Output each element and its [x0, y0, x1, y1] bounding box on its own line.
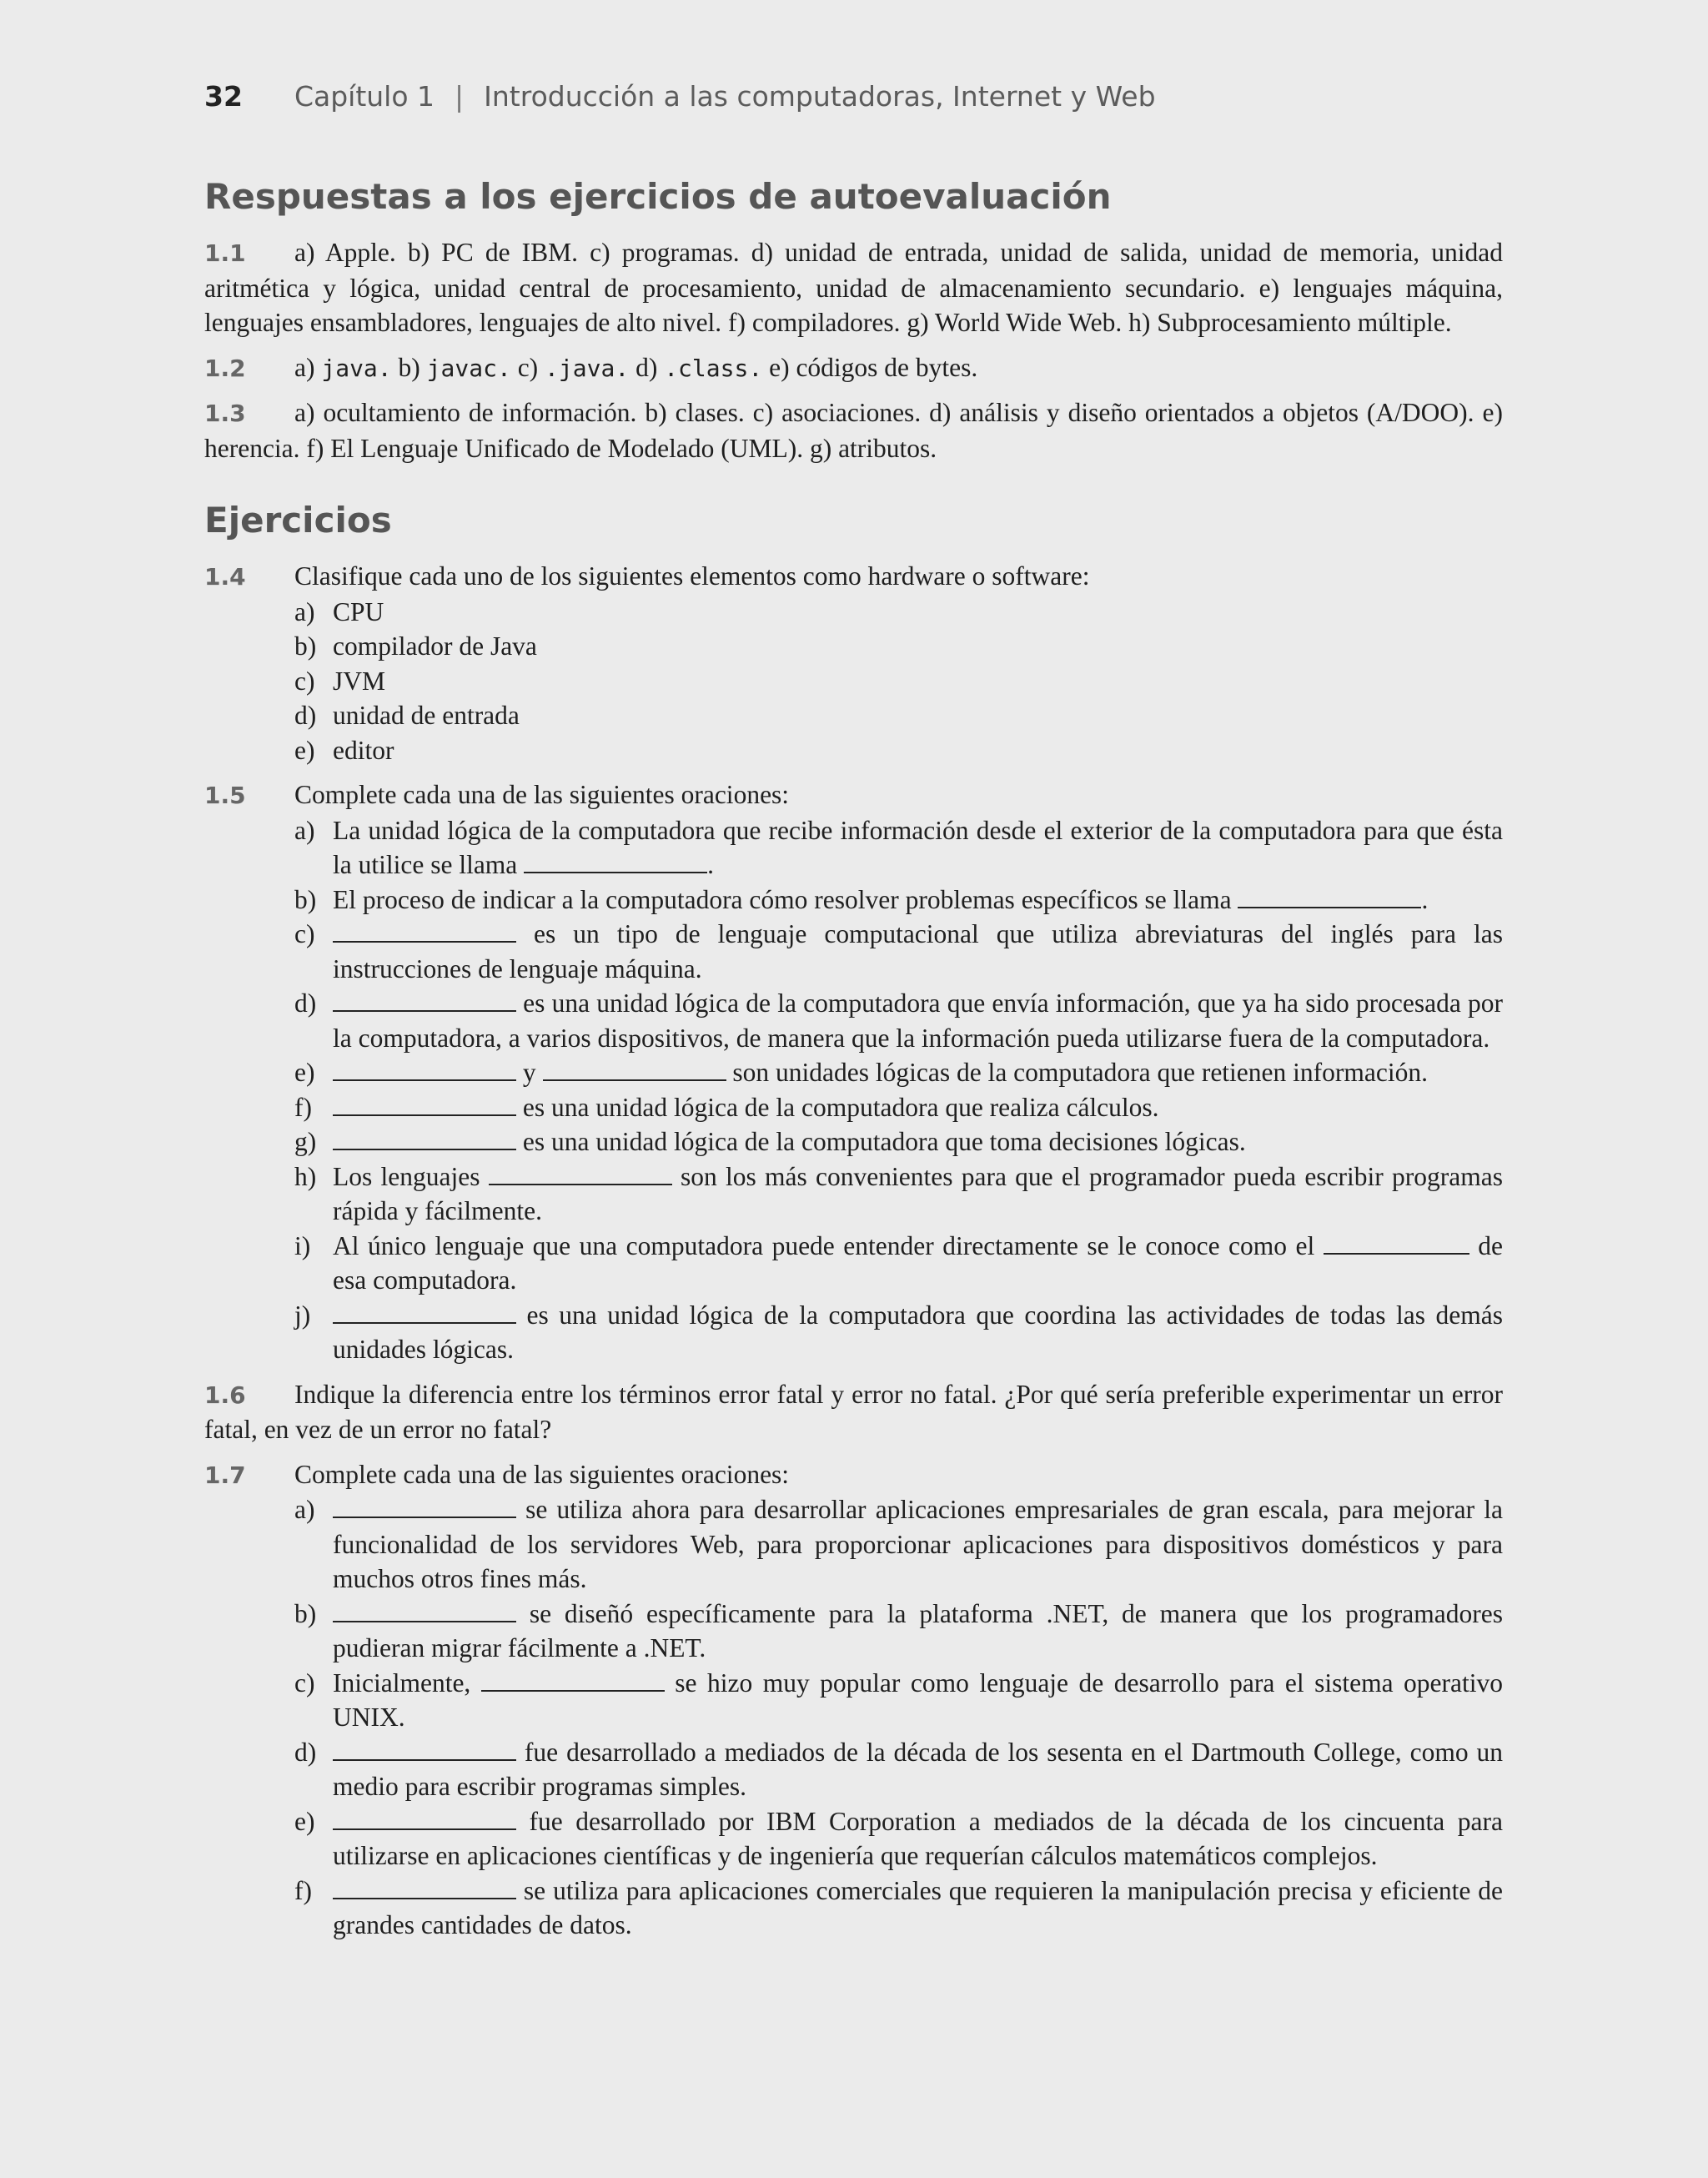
fill-in-blank — [333, 1129, 516, 1150]
fill-in-blank — [333, 1808, 516, 1830]
item-text: fue desarrollado por IBM Corporation a mediados de la década de los cincuenta para utilizarse en aplicaciones científicas y de ingeniería que requerían cálculos matemáticos complejos. — [333, 1806, 1503, 1870]
list-item — [294, 986, 1503, 1055]
exercise-number: 1.6 — [204, 1381, 246, 1409]
list-item — [294, 813, 1503, 883]
chapter-label: Capítulo 1 — [294, 80, 435, 113]
answer-text: a) ocultamiento de información. b) clases. c) asociaciones. d) análisis y diseño orientados a objetos (A/DOO). e) herencia. f) El Lenguaje Unificado de Modelado (UML). g) atributos. — [204, 398, 1503, 463]
list-item — [294, 1735, 1503, 1804]
fill-in-blank — [333, 1739, 516, 1761]
fill-in-blank — [333, 1059, 516, 1081]
item-label: e) — [294, 1058, 315, 1087]
exercise-number: 1.7 — [204, 1461, 246, 1489]
item-label: a) — [294, 596, 315, 626]
fill-in-blank — [333, 1302, 516, 1324]
item-label: a) — [294, 815, 315, 845]
list-item — [294, 733, 1503, 768]
code-text: .java. — [545, 354, 630, 382]
answer-text: e) códigos de bytes. — [769, 352, 978, 382]
exercise-1-7 — [204, 1457, 1503, 1943]
fill-in-blank — [333, 1601, 516, 1622]
list-item — [294, 629, 1503, 664]
page-number: 32 — [204, 80, 243, 113]
page-content — [204, 175, 1503, 1953]
item-label: b) — [294, 1598, 317, 1628]
fill-in-blank — [489, 1164, 672, 1185]
item-label: d) — [294, 988, 317, 1018]
code-text: javac. — [426, 354, 511, 382]
answer-1-3 — [204, 395, 1503, 465]
fill-in-blank — [1238, 887, 1421, 908]
item-text: El proceso de indicar a la computadora cómo resolver problemas específicos se llama . — [333, 884, 1429, 914]
exercise-number: 1.4 — [204, 563, 246, 591]
item-text: La unidad lógica de la computadora que recibe información desde el exterior de la computadora para que ésta la utilice se llama . — [333, 815, 1503, 879]
list-item — [294, 1298, 1503, 1367]
item-text: es una unidad lógica de la computadora que toma decisiones lógicas. — [333, 1124, 1503, 1159]
item-label: a) — [294, 1495, 315, 1524]
item-text: se diseñó específicamente para la plataforma .NET, de manera que los programadores pudieran migrar fácilmente a .NET. — [333, 1598, 1503, 1662]
list-item — [294, 1597, 1503, 1666]
item-label: f) — [294, 1092, 312, 1122]
item-text: Inicialmente, se hizo muy popular como lenguaje de desarrollo para el sistema operativo UNIX. — [333, 1667, 1503, 1732]
exercise-text: Indique la diferencia entre los términos error fatal y error no fatal. ¿Por qué sería preferible experimentar un error fatal, en vez de un error no fatal? — [204, 1379, 1503, 1444]
exercises-heading: Ejercicios — [204, 500, 392, 541]
item-text: unidad de entrada — [333, 701, 520, 730]
item-label: i) — [294, 1230, 311, 1260]
item-text: Al único lenguaje que una computadora puede entender directamente se le conoce como el de esa computadora. — [333, 1230, 1503, 1295]
exercise-prompt: Complete cada una de las siguientes oraciones: — [294, 780, 790, 809]
item-text: JVM — [333, 666, 386, 696]
item-label: d) — [294, 1737, 317, 1767]
list-item — [294, 1492, 1503, 1597]
chapter-title: Introducción a las computadoras, Internet y Web — [484, 80, 1156, 113]
exercise-prompt: Clasifique cada uno de los siguientes elementos como hardware o software: — [294, 561, 1090, 591]
item-label: f) — [294, 1875, 312, 1905]
item-label: c) — [294, 666, 315, 696]
item-label: a) — [294, 352, 315, 382]
item-label: j) — [294, 1300, 311, 1330]
fill-in-blank — [333, 1878, 516, 1899]
list-item — [294, 1666, 1503, 1735]
fill-in-blank — [481, 1670, 665, 1692]
answer-1-2 — [204, 350, 1503, 386]
item-text: compilador de Java — [333, 631, 537, 661]
item-text: es una unidad lógica de la computadora que coordina las actividades de todas las demás unidades lógicas. — [333, 1300, 1503, 1364]
list-item — [294, 1874, 1503, 1943]
fill-in-blank — [333, 921, 516, 943]
answer-text: a) Apple. b) PC de IBM. c) programas. d) unidad de entrada, unidad de salida, unidad de memoria, unidad aritmética y lógica, unidad central de procesamiento, unidad de almacenamiento secundario. e) lenguajes máquina, lenguajes ensambladores, lenguajes de alto nivel. f) compiladores. g) World Wide Web. h) Subprocesamiento múltiple. — [204, 238, 1503, 337]
item-label: d) — [635, 352, 658, 382]
item-text: y son unidades lógicas de la computadora que retienen información. — [333, 1055, 1503, 1090]
item-text: es un tipo de lenguaje computacional que utiliza abreviaturas del inglés para las instrucciones de lenguaje máquina. — [333, 919, 1503, 983]
list-item — [294, 1055, 1503, 1090]
code-text: java. — [321, 354, 392, 382]
list-item — [294, 917, 1503, 986]
item-label: e) — [294, 735, 315, 765]
list-item — [294, 698, 1503, 733]
answers-heading: Respuestas a los ejercicios de autoevaluación — [204, 176, 1112, 217]
list-item — [294, 1159, 1503, 1229]
fill-in-blank — [333, 1094, 516, 1116]
list-item — [294, 1229, 1503, 1298]
item-label: c) — [517, 352, 539, 382]
item-text: CPU — [333, 596, 384, 626]
answer-number: 1.1 — [204, 239, 246, 267]
exercise-number: 1.5 — [204, 782, 246, 809]
fill-in-blank — [524, 852, 707, 873]
running-head — [204, 80, 1156, 113]
list-item — [294, 1124, 1503, 1159]
item-text: es una unidad lógica de la computadora que realiza cálculos. — [333, 1090, 1503, 1125]
list-item — [294, 664, 1503, 699]
list-item — [294, 1804, 1503, 1874]
list-item — [294, 883, 1503, 918]
exercise-1-6 — [204, 1377, 1503, 1447]
fill-in-blank — [333, 1496, 516, 1518]
exercise-prompt: Complete cada una de las siguientes oraciones: — [294, 1459, 790, 1489]
item-label: b) — [294, 884, 317, 914]
exercise-1-4 — [204, 559, 1503, 767]
header-separator: | — [455, 80, 465, 113]
list-item — [294, 1090, 1503, 1125]
item-label: c) — [294, 1667, 315, 1698]
item-label: c) — [294, 919, 315, 948]
item-text: es una unidad lógica de la computadora que envía información, que ya ha sido procesada por la computadora, a varios dispositivos, de manera que la información pueda utilizarse fuera de la computadora. — [333, 988, 1503, 1053]
fill-in-blank — [543, 1059, 726, 1081]
item-text: se utiliza ahora para desarrollar aplicaciones empresariales de gran escala, para mejorar la funcionalidad de los servidores Web, para proporcionar aplicaciones para dispositivos domésticos y para muchos otros fines más. — [333, 1495, 1503, 1593]
list-item — [294, 595, 1503, 630]
item-label: b) — [398, 352, 420, 382]
item-label: d) — [294, 701, 317, 730]
fill-in-blank — [1324, 1233, 1469, 1255]
item-label: g) — [294, 1127, 317, 1156]
fill-in-blank — [333, 990, 516, 1012]
exercise-1-5 — [204, 777, 1503, 1367]
answer-1-1 — [204, 235, 1503, 340]
answer-number: 1.3 — [204, 400, 246, 427]
item-text: se utiliza para aplicaciones comerciales que requieren la manipulación precisa y eficiente de grandes cantidades de datos. — [333, 1875, 1503, 1939]
item-label: e) — [294, 1806, 315, 1836]
item-text: Los lenguajes son los más convenientes para que el programador pueda escribir programas rápida y fácilmente. — [333, 1161, 1503, 1225]
item-text: editor — [333, 735, 394, 765]
item-label: b) — [294, 631, 317, 661]
answer-number: 1.2 — [204, 354, 246, 382]
code-text: .class. — [664, 354, 763, 382]
item-label: h) — [294, 1161, 317, 1191]
item-text: fue desarrollado a mediados de la década de los sesenta en el Dartmouth College, como un medio para escribir programas simples. — [333, 1737, 1503, 1801]
